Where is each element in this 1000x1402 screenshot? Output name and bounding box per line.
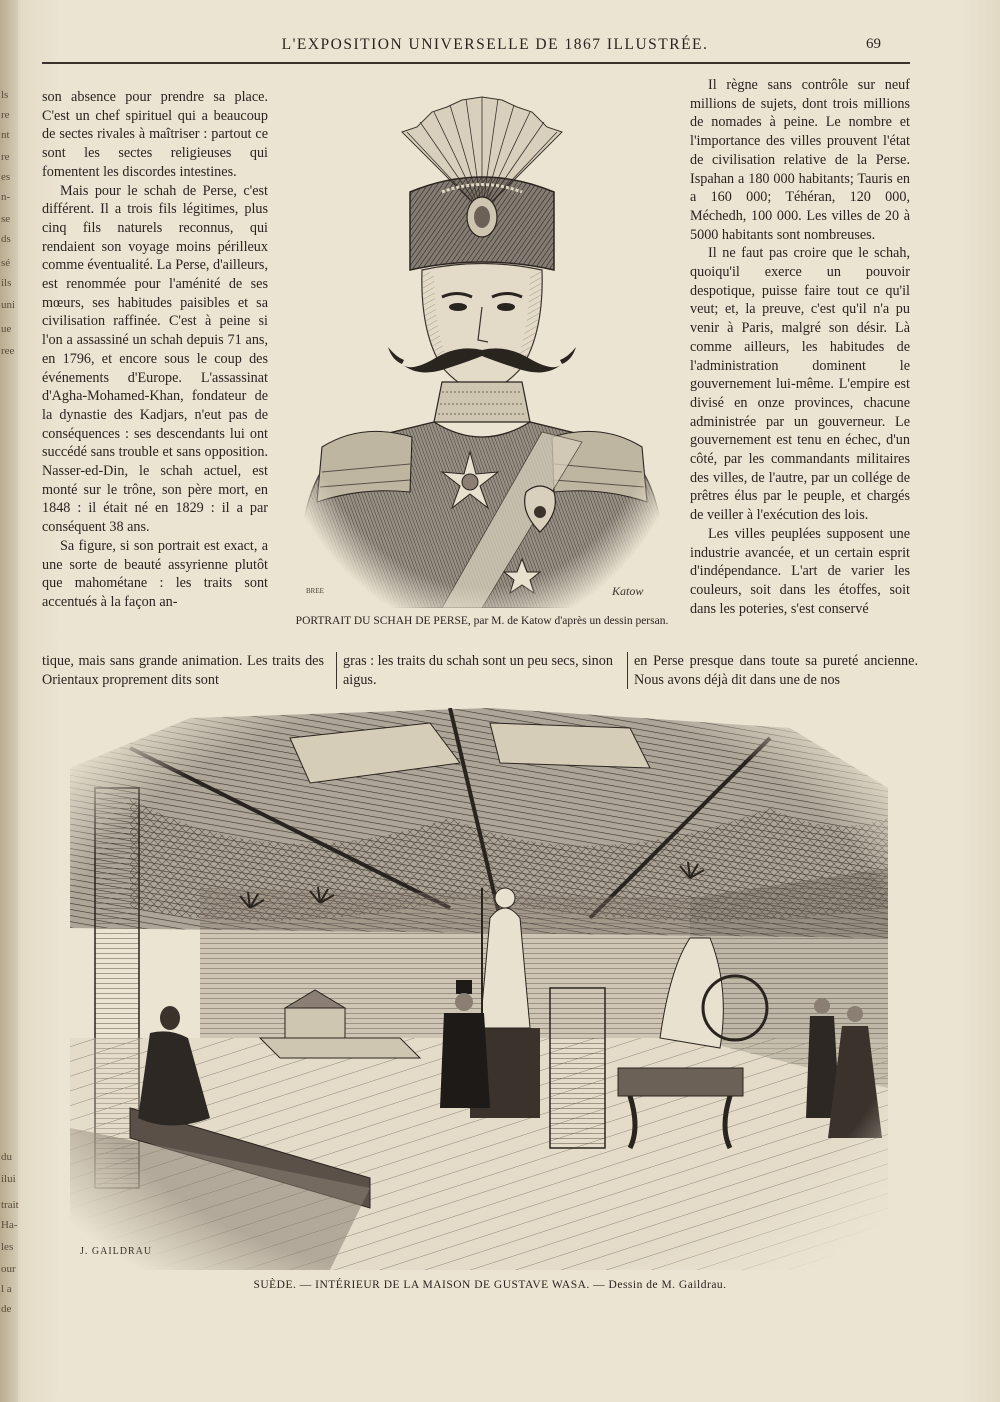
margin-fragment: ils xyxy=(1,277,12,289)
artist-signature: Katow xyxy=(612,584,644,598)
margin-fragment: trait xyxy=(1,1199,19,1211)
margin-fragment: de xyxy=(1,1303,12,1315)
interior-caption: SUÈDE. — INTÉRIEUR DE LA MAISON DE GUSTAVE WASA. — Dessin de M. Gaildrau. xyxy=(253,1279,727,1291)
portrait-caption: PORTRAIT DU SCHAH DE PERSE, par M. de Katow d'après un dessin persan. xyxy=(295,615,669,627)
illustrator-signature: J. GAILDRAU xyxy=(80,1246,153,1257)
margin-fragment: ue xyxy=(1,323,12,335)
margin-fragment: nt xyxy=(1,129,10,141)
portrait-engraving xyxy=(292,92,672,608)
margin-fragment: ilui xyxy=(1,1173,16,1185)
margin-fragment: Ha- xyxy=(1,1219,18,1231)
margin-fragment: se xyxy=(1,213,11,225)
text-line: en Perse presque dans toute sa pureté ancienne. Nous avons déjà dit dans une de nos xyxy=(634,653,918,688)
margin-fragment: ree xyxy=(1,345,15,357)
margin-fragment: uni xyxy=(1,299,16,311)
right-text-column xyxy=(690,76,910,618)
previous-page-edge xyxy=(0,0,18,1402)
left-text-column xyxy=(42,88,268,612)
bottom-text-col-3 xyxy=(627,652,918,689)
paragraph: son absence pour prendre sa place. C'est un chef spirituel qui a beaucoup de sectes rivales à maîtriser : partout ce sont les sectes religieuses qui fomentent les discordes intestines. xyxy=(42,89,268,180)
engraver-mark: BREE xyxy=(306,587,324,595)
paragraph: Les villes peuplées supposent une industrie avancée, et un certain esprit d'indépendance. L'art de varier les couleurs, soit dans les étoffes, soit dans les poteries, s'est conservé xyxy=(690,525,910,617)
margin-fragment: ds xyxy=(1,233,11,245)
margin-fragment: our xyxy=(1,1263,16,1275)
margin-fragment: n- xyxy=(1,191,11,203)
paragraph: Mais pour le schah de Perse, c'est différent. Il a trois fils légitimes, plus cinq fils naturels reconnus, qui rendaient son voyage moins périlleux comme éventualité. La Perse, d'ailleurs, est renommée pour l'aménité de ses mœurs, ses habitudes paisibles et sa civilisation raffinée. C'est à peine si l'on a assassiné un schah depuis 71 ans, en 1796, et encore sous le coup des événements d'Europe. L'assassinat d'Agha-Mohamed-Khan, fondateur de la dynastie des Kadjars, n'eut pas de conséquences : ses descendants lui ont succédé sans trouble et sans opposition. Nasser-ed-Din, le schah actuel, est monté sur le trône, son père mort, en 1848 : il était né en 1829 : il a par conséquent 38 ans. xyxy=(42,182,268,536)
margin-fragment: les xyxy=(1,1241,14,1253)
text-line: gras : les traits du schah sont un peu secs, sinon aigus. xyxy=(343,653,613,688)
running-title: L'EXPOSITION UNIVERSELLE DE 1867 ILLUSTRÉE. xyxy=(281,36,709,53)
bottom-text-col-2 xyxy=(336,652,625,689)
header-rule xyxy=(42,62,910,64)
paragraph: Il règne sans contrôle sur neuf millions de sujets, dont trois millions de nomades à peine. Le nombre et l'importance des villes prouvent l'état de civilisation relative de la Perse. Ispahan a 180 000 habitants; Tauris en a 160 000; Téhéran, 120 000, Méchedh, 100 000. Les villes de 20 à 5000 habitants sont nombreuses. xyxy=(690,77,910,243)
margin-fragment: du xyxy=(1,1151,12,1163)
paragraph: Sa figure, si son portrait est exact, a une sorte de beauté assyrienne plutôt que mahométane : les traits sont accentués à la façon an- xyxy=(42,537,268,610)
page-number: 69 xyxy=(866,36,881,52)
text-line: tique, mais sans grande animation. Les traits des Orientaux proprement dits sont xyxy=(42,653,324,688)
bottom-text-col-1 xyxy=(42,652,324,689)
margin-fragment: sé xyxy=(1,257,11,269)
interior-engraving xyxy=(70,708,888,1270)
paragraph: Il ne faut pas croire que le schah, quoiqu'il exerce un pouvoir despotique, puisse faire tout ce qu'il veut; et, la preuve, c'est qu'il n'a pu venir à Paris, malgré son désir. Là comme ailleurs, les habitudes de l'administration dominent le gouvernement lui-même. L'empire est divisé en onze provinces, chacune administrée par un gouverneur. Le gouvernement est tenu en échec, d'un côté, par les commandants militaires des villes, de l'autre, par un collége de prêtres élus par le peuple, et chargés de veiller à l'exécution des lois. xyxy=(690,245,910,524)
margin-fragment: re xyxy=(1,151,10,163)
margin-fragment: ls xyxy=(1,89,9,101)
margin-fragment: es xyxy=(1,171,11,183)
margin-fragment: re xyxy=(1,109,10,121)
margin-fragment: l a xyxy=(1,1283,12,1295)
